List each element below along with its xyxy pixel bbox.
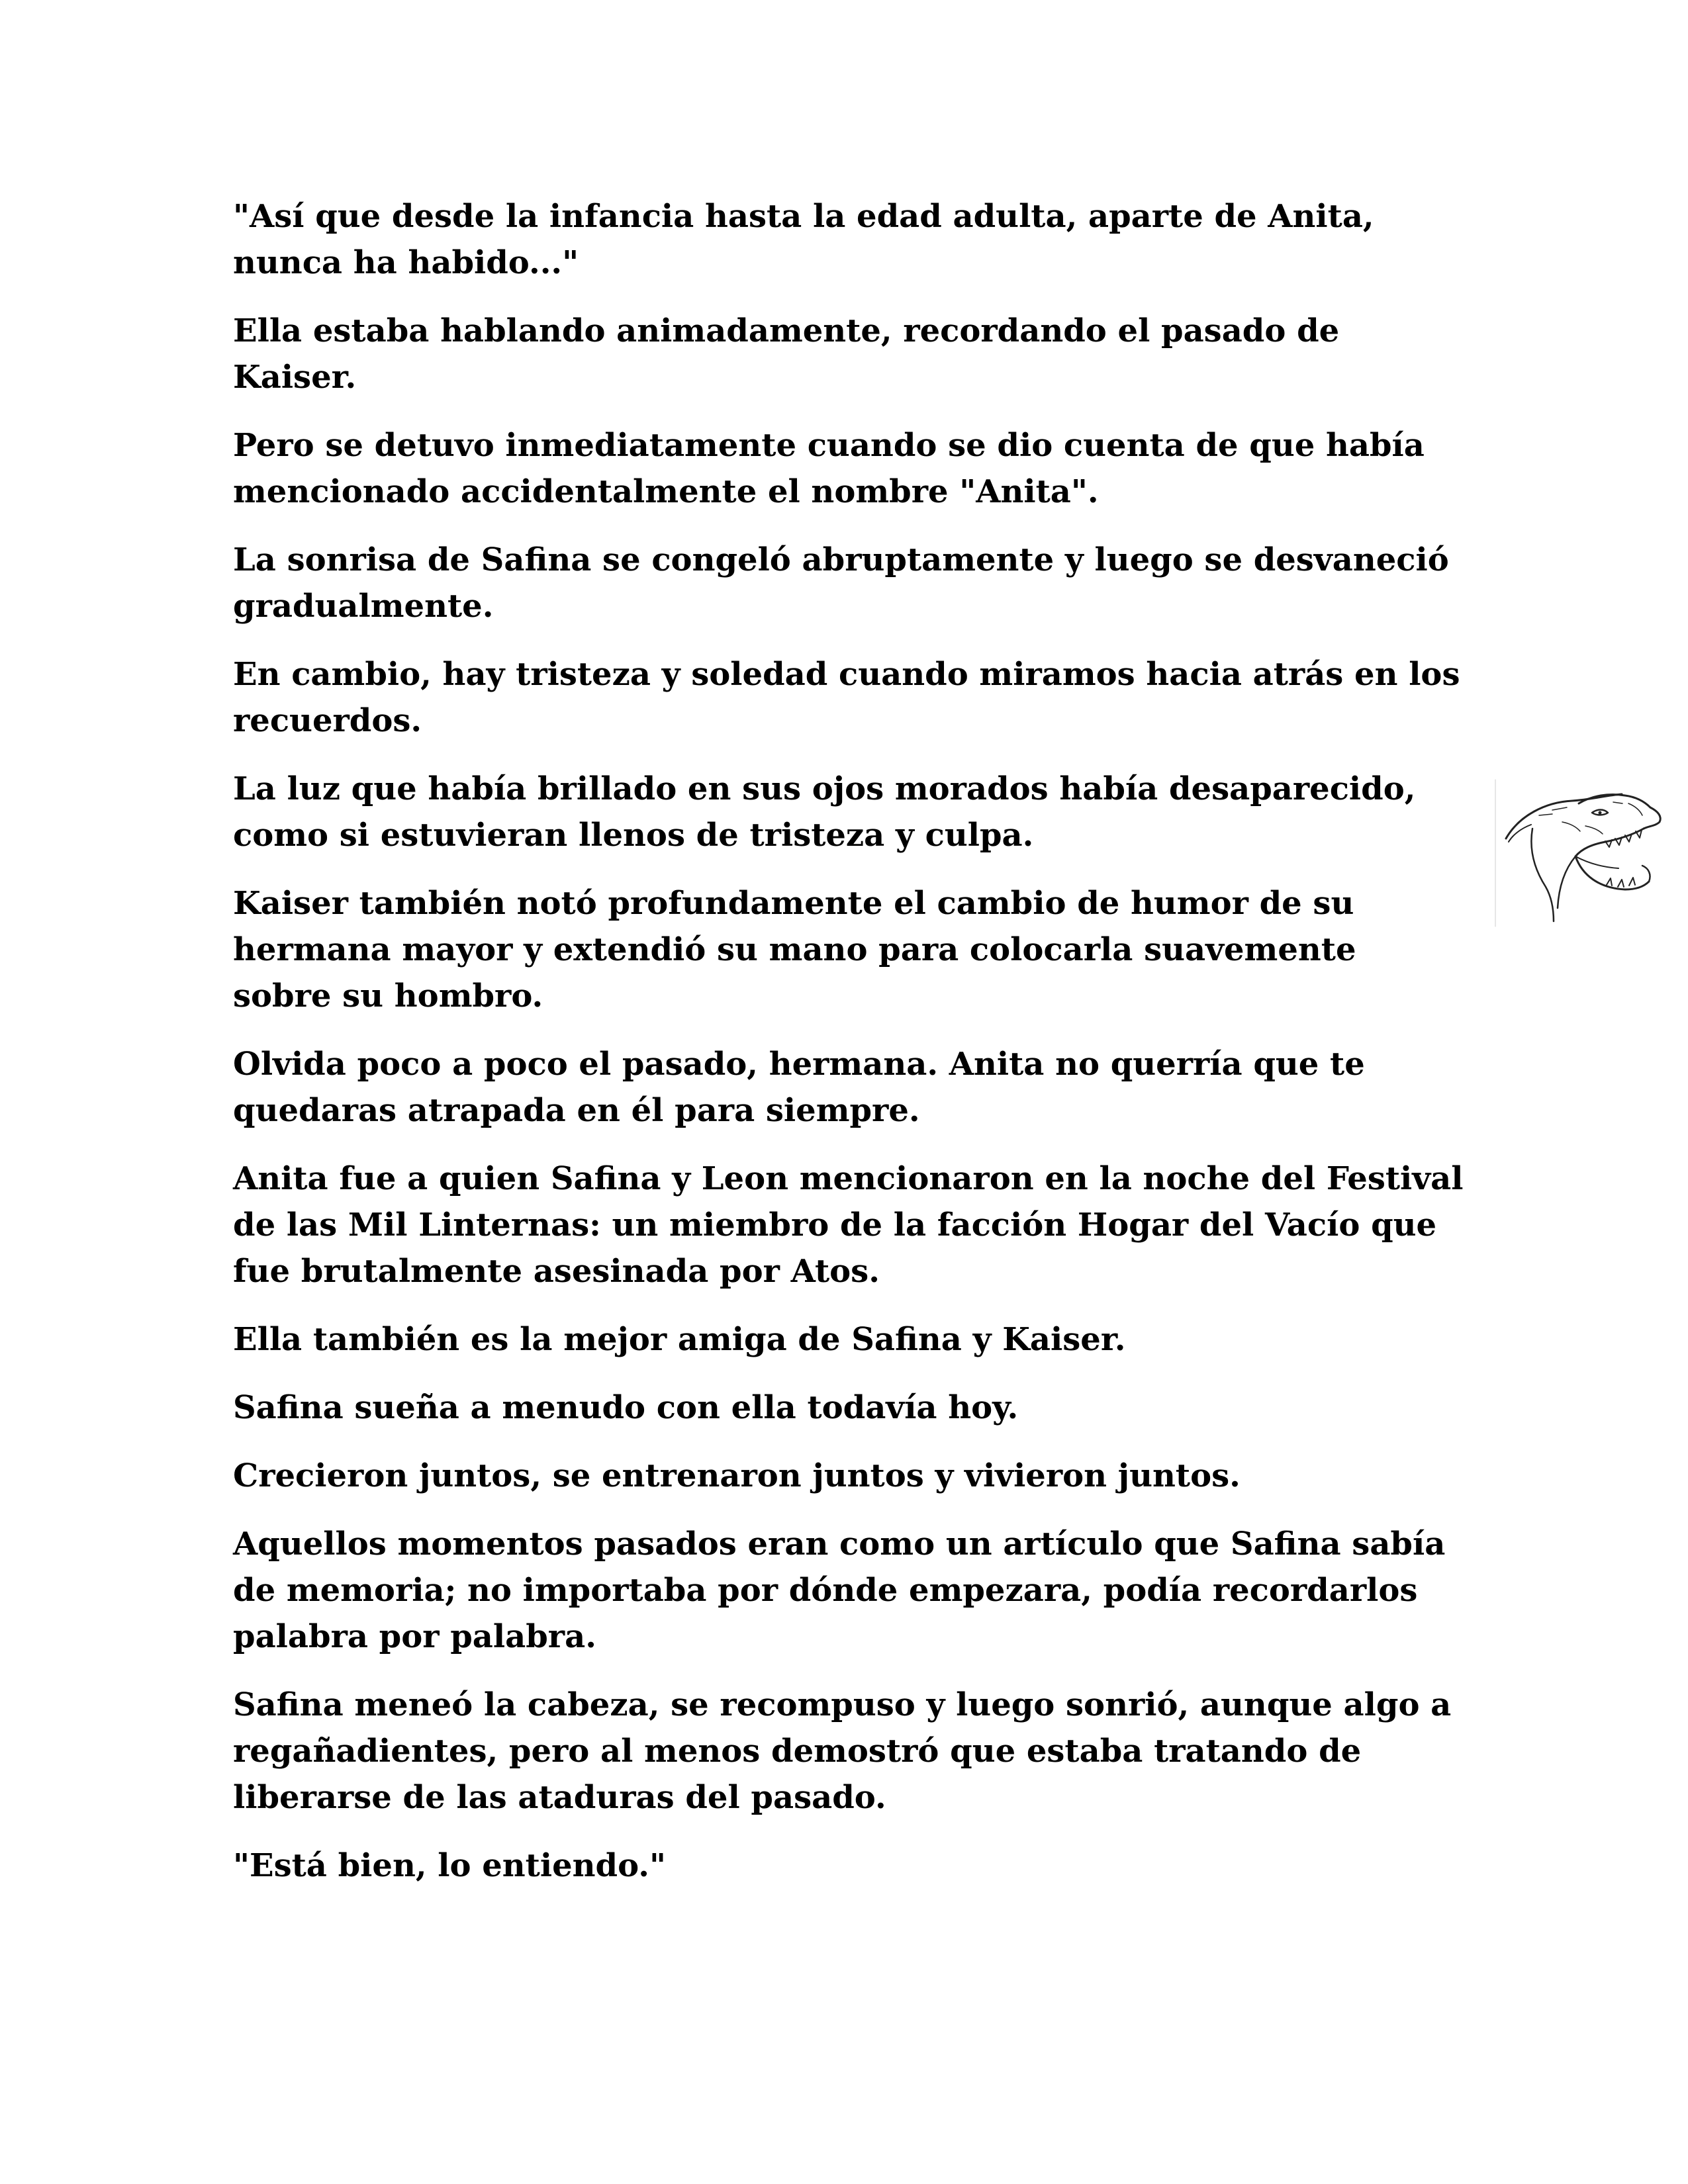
paragraph-1: "Así que desde la infancia hasta la edad adulta, aparte de Anita, nunca ha habido..." (233, 198, 1374, 281)
paragraph-3: Pero se detuvo inmediatamente cuando se dio cuenta de que había mencionado accidentalmente el nombre "Anita". (233, 427, 1425, 510)
dinosaur-head-sketch-icon (1493, 776, 1666, 929)
paragraph-9: Anita fue a quien Safina y Leon mencionaron en la noche del Festival de las Mil Linternas: un miembro de la facción Hogar del Vacío que fue brutalmente asesinada por Atos. (233, 1160, 1464, 1290)
paragraph-5: En cambio, hay tristeza y soledad cuando miramos hacia atrás en los recuerdos. (233, 656, 1460, 739)
paragraph-15: "Está bien, lo entiendo." (233, 1847, 666, 1884)
body-text (233, 193, 1464, 1911)
paragraph-4: La sonrisa de Safina se congeló abruptamente y luego se desvaneció gradualmente. (233, 541, 1449, 625)
paragraph-10: Ella también es la mejor amiga de Safina y Kaiser. (233, 1321, 1126, 1358)
paragraph-13: Aquellos momentos pasados eran como un artículo que Safina sabía de memoria; no importaba por dónde empezara, podía recordarlos palabra por palabra. (233, 1525, 1446, 1655)
paragraph-11: Safina sueña a menudo con ella todavía hoy. (233, 1389, 1019, 1426)
paragraph-2: Ella estaba hablando animadamente, recordando el pasado de Kaiser. (233, 312, 1340, 396)
paragraph-12: Crecieron juntos, se entrenaron juntos y vivieron juntos. (233, 1457, 1241, 1494)
paragraph-14: Safina meneó la cabeza, se recompuso y luego sonrió, aunque algo a regañadientes, pero al menos demostró que estaba tratando de liberarse de las ataduras del pasado. (233, 1686, 1452, 1816)
paragraph-8: Olvida poco a poco el pasado, hermana. Anita no querría que te quedaras atrapada en él para siempre. (233, 1046, 1365, 1129)
paragraph-7: Kaiser también notó profundamente el cambio de humor de su hermana mayor y extendió su mano para colocarla suavemente sobre su hombro. (233, 885, 1356, 1015)
paragraph-6: La luz que había brillado en sus ojos morados había desaparecido, como si estuvieran llenos de tristeza y culpa. (233, 770, 1416, 854)
